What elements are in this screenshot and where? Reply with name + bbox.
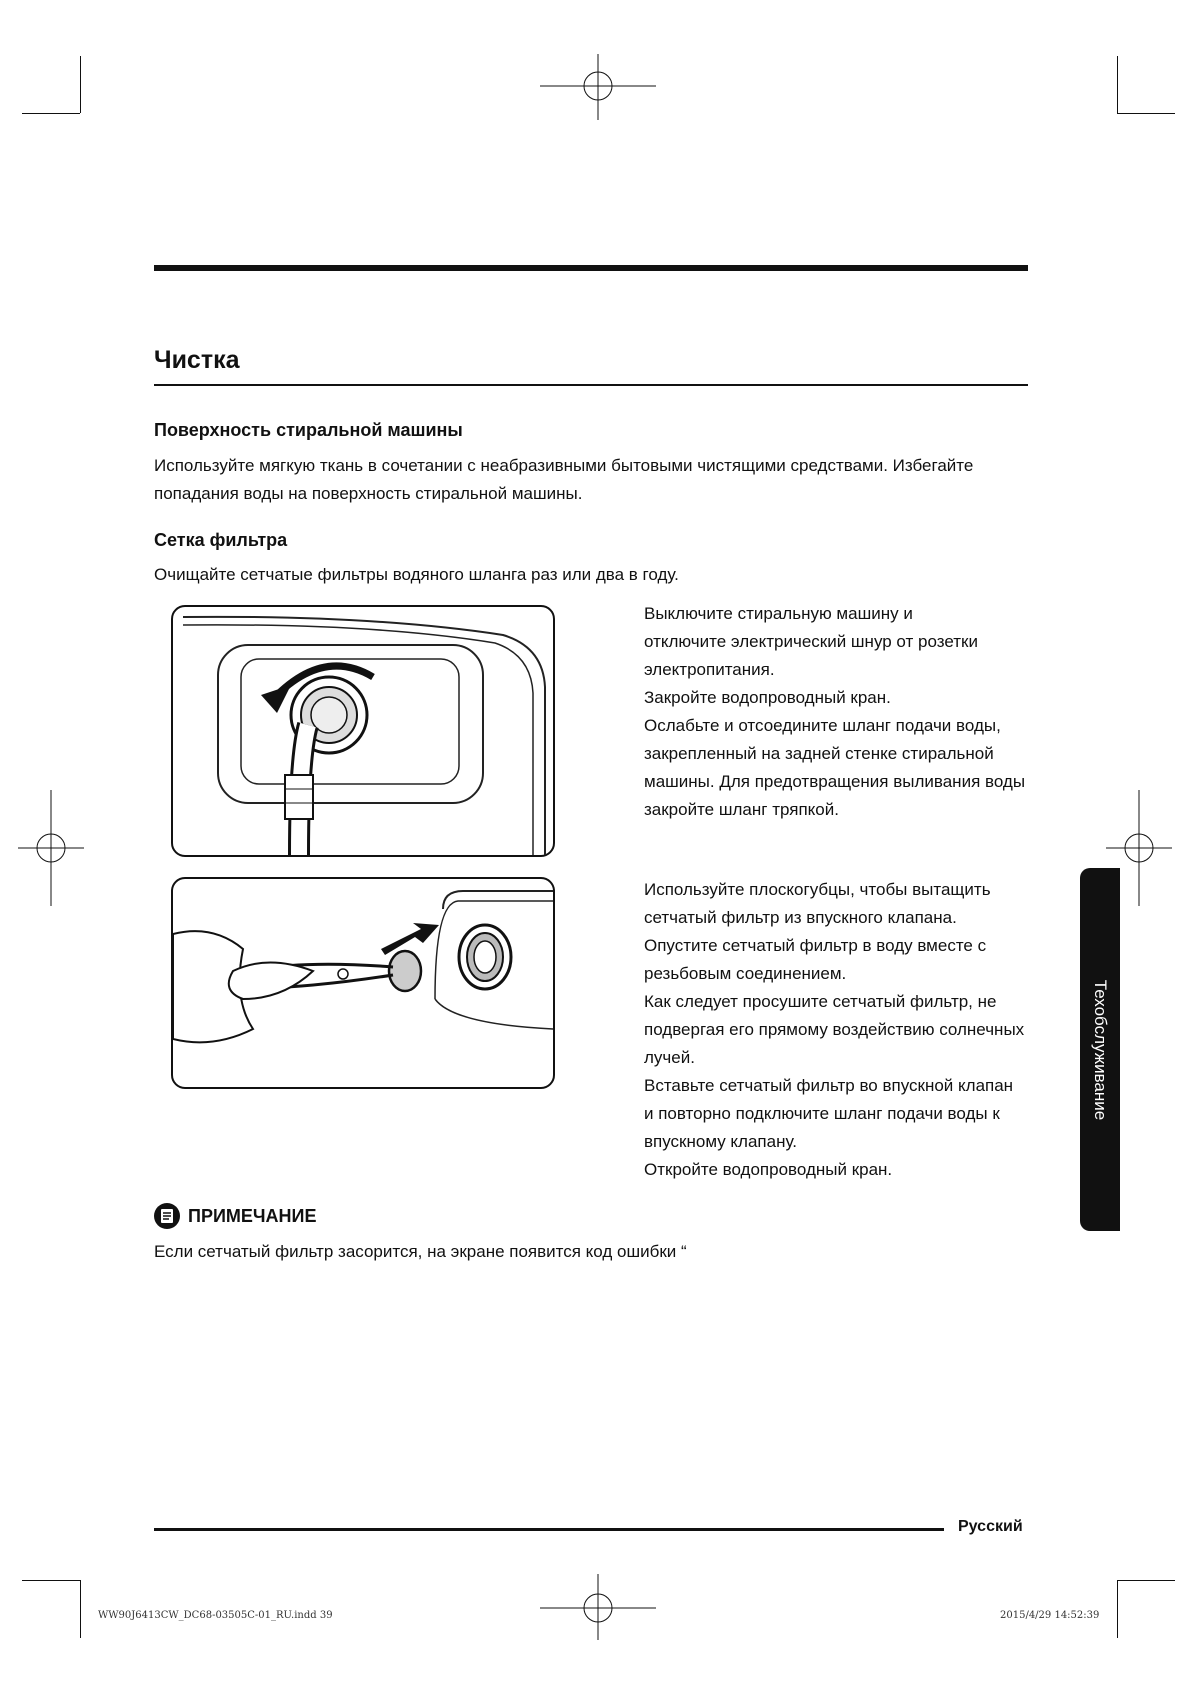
step-2-line: и повторно подключите шланг подачи воды к: [644, 1104, 1000, 1123]
note-label: ПРИМЕЧАНИЕ: [188, 1205, 317, 1226]
step-2-line: подвергая его прямому воздействию солнечных: [644, 1020, 1025, 1039]
filter-removal-illustration: [173, 879, 553, 1087]
surface-text-line-2: попадания воды на поверхность стиральной машины.: [154, 484, 583, 503]
note-text: Если сетчатый фильтр засорится, на экране появится код ошибки “: [154, 1242, 687, 1261]
crop-mark: [22, 1580, 80, 1581]
step-1-line: Закройте водопроводный кран.: [644, 688, 891, 707]
footer-timestamp: 2015/4/29 14:52:39: [1000, 1610, 1100, 1621]
chapter-side-tab: [1080, 868, 1120, 1231]
figure-filter-removal: [171, 877, 555, 1089]
step-1-text: [644, 600, 1034, 824]
filter-heading: Сетка фильтра: [154, 530, 288, 550]
top-thick-rule: [154, 265, 1028, 271]
chapter-side-tab-label: Техобслуживание: [1091, 979, 1110, 1120]
registration-mark-top: [540, 54, 656, 120]
bottom-rule: [154, 1528, 944, 1531]
step-2-line: Опустите сетчатый фильтр в воду вместе с: [644, 936, 987, 955]
step-1-line: отключите электрический шнур от розетки: [644, 632, 978, 651]
crop-mark: [80, 1580, 81, 1638]
note-heading: [154, 1203, 316, 1229]
step-1-line: закройте шланг тряпкой.: [644, 800, 839, 819]
step-2-line: сетчатый фильтр из впускного клапана.: [644, 908, 957, 927]
step-1-line: Выключите стиральную машину и: [644, 604, 913, 623]
step-1-line: закрепленный на задней стенке стиральной: [644, 744, 994, 763]
crop-mark: [1117, 1580, 1118, 1638]
crop-mark: [1117, 1580, 1175, 1581]
step-1-line: Ослабьте и отсоедините шланг подачи воды,: [644, 716, 1001, 735]
crop-mark: [1117, 56, 1118, 113]
registration-mark-left: [18, 790, 84, 906]
page-language: Русский: [958, 1518, 1023, 1535]
step-2-line: резьбовым соединением.: [644, 964, 847, 983]
step-2-line: Вставьте сетчатый фильтр во впускной клапан: [644, 1076, 1014, 1095]
step-2-line: лучей.: [644, 1048, 695, 1067]
step-2-line: Как следует просушите сетчатый фильтр, не: [644, 992, 997, 1011]
surface-heading: Поверхность стиральной машины: [154, 420, 463, 440]
step-2-line: Откройте водопроводный кран.: [644, 1160, 893, 1179]
step-2-line: впускному клапану.: [644, 1132, 797, 1151]
figure-hose-disconnect: [171, 605, 555, 857]
registration-mark-bottom: [540, 1574, 656, 1640]
surface-text-line-1: Используйте мягкую ткань в сочетании с неабразивными бытовыми чистящими средствами. Избегайте: [154, 456, 974, 475]
step-2-text: [644, 876, 1034, 1184]
title-rule: [154, 384, 1028, 386]
filter-intro: Очищайте сетчатые фильтры водяного шланга раз или два в году.: [154, 565, 679, 584]
crop-mark: [80, 56, 81, 113]
step-1-line: электропитания.: [644, 660, 775, 679]
hose-disconnect-illustration: [173, 607, 553, 855]
section-title: Чистка: [154, 346, 240, 374]
note-icon: [154, 1203, 180, 1229]
crop-mark: [22, 113, 80, 114]
footer-file-name: WW90J6413CW_DC68-03505C-01_RU.indd 39: [98, 1610, 333, 1621]
step-2-line: Используйте плоскогубцы, чтобы вытащить: [644, 880, 991, 899]
crop-mark: [1117, 113, 1175, 114]
step-1-line: машины. Для предотвращения выливания воды: [644, 772, 1026, 791]
